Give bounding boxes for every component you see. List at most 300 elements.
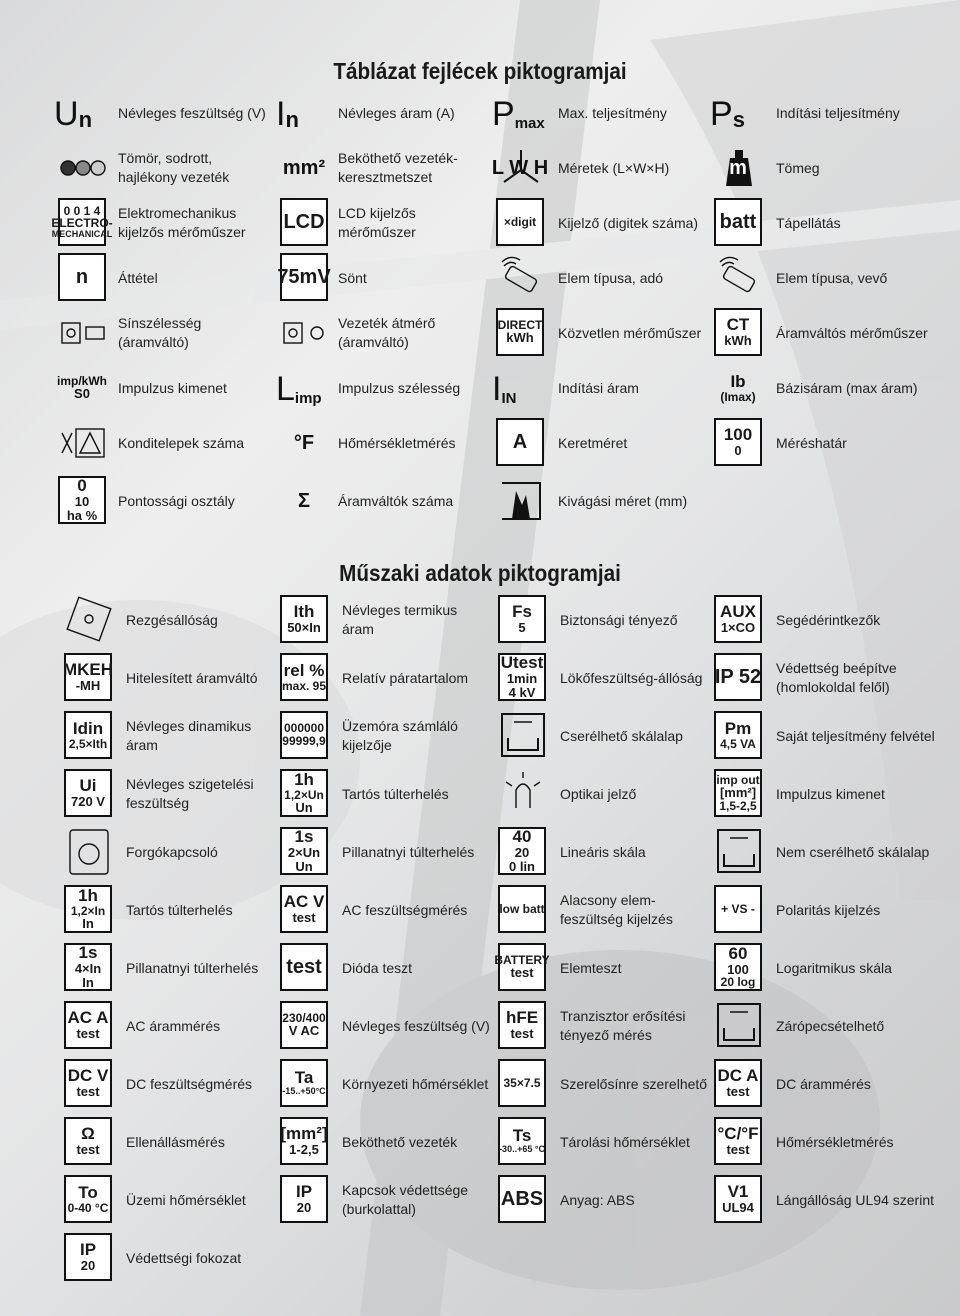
shunt-pictogram	[277, 252, 490, 304]
ac-current-test-pictogram	[64, 1000, 274, 1052]
pictogram-label: Sönt	[338, 269, 367, 286]
diode-test-icon	[280, 942, 336, 994]
icon-frame	[64, 943, 112, 991]
cutout-size-icon	[496, 475, 552, 527]
icon-frame	[58, 370, 106, 406]
optical-indicator-pictogram	[498, 768, 708, 820]
temperature-measure-icon	[280, 417, 336, 469]
instant-overload-current-pictogram	[64, 942, 274, 994]
pictogram-label: Bázisáram (max áram)	[776, 379, 918, 396]
icon-frame	[280, 198, 328, 246]
battery-supply-icon	[714, 197, 770, 249]
icon-text-line: 0-40 °C	[67, 1200, 109, 1215]
continuous-overload-current-pictogram	[64, 884, 274, 936]
icon-frame	[498, 653, 546, 701]
pictogram-label: Névleges áram (A)	[338, 104, 455, 121]
icon-text-line: test	[510, 965, 534, 981]
icon-frame	[714, 1059, 762, 1107]
pictogram-label: Környezeti hőmérséklet	[342, 1075, 489, 1092]
icon-frame	[714, 885, 762, 933]
icon-text-line: V AC	[288, 1023, 320, 1039]
icon-text-line: 2,5×Ith	[68, 736, 108, 751]
icon-frame	[64, 769, 112, 817]
icon-text-line: Ui	[79, 776, 97, 796]
technical-pictograms-title: Műszaki adatok piktogramjai	[339, 560, 621, 586]
pictogram-label: Beköthető vezeték-keresztmetszet	[338, 150, 458, 185]
hour-counter-pictogram	[280, 710, 492, 762]
pictogram-label: Tartós túlterhelés	[126, 901, 233, 918]
pictogram-label: Vezeték átmérő (áramváltó)	[338, 315, 436, 350]
pictogram-label: Forgókapcsoló	[126, 843, 218, 860]
diode-test-pictogram	[280, 942, 492, 994]
ct-count-icon	[280, 475, 336, 527]
direct-meter-icon	[496, 307, 552, 359]
pictogram-label: Logaritmikus skála	[776, 959, 892, 976]
icon-text-line: test	[76, 1026, 100, 1042]
icon-text-line: Ts	[512, 1126, 532, 1146]
low-battery-pictogram	[498, 884, 708, 936]
icon-text-line: 100	[727, 961, 749, 977]
icon-text-line: MKEH	[62, 660, 114, 680]
ip20-icon	[64, 1232, 120, 1284]
pictogram-label: Impulzus szélesség	[338, 379, 461, 396]
pictogram-label: Névleges dinamikus áram	[126, 718, 252, 753]
icon-text-line: S0	[74, 386, 90, 402]
auxiliary-contacts-pictogram	[714, 594, 940, 646]
icon-text-line: kWh	[724, 333, 752, 349]
pictogram-label: Áramváltók száma	[338, 492, 454, 509]
icon-text-line: V1	[727, 1182, 749, 1202]
icon-text-line: 1s	[294, 827, 314, 847]
accuracy-class-icon	[58, 475, 114, 527]
icon-text-line: 1h	[78, 885, 98, 905]
icon-frame	[714, 308, 762, 356]
icon-frame	[277, 253, 331, 301]
digit-display-pictogram	[496, 197, 708, 249]
self-consumption-pictogram	[714, 710, 940, 762]
relative-humidity-icon	[280, 652, 336, 704]
icon-text-line: 20	[80, 1258, 96, 1274]
icon-frame	[280, 150, 328, 186]
connectable-wire-icon	[280, 1116, 336, 1168]
resistance-test-pictogram	[64, 1116, 274, 1168]
pictogram-label: Közvetlen mérőműszer	[558, 324, 702, 341]
operating-temperature-pictogram	[64, 1174, 274, 1226]
transformer-ratio-icon	[58, 252, 114, 304]
ct-count-pictogram	[280, 475, 490, 527]
icon-text-line: low batt	[499, 901, 545, 916]
impulse-voltage-icon	[498, 652, 554, 704]
frame-size-pictogram	[496, 417, 708, 469]
pictogram-label: Indítási áram	[558, 379, 639, 396]
wire-types-icon-graphic	[58, 142, 108, 194]
symbol-main: L	[276, 370, 295, 408]
symbol-main: U	[54, 95, 79, 133]
icon-text-line: DC A	[717, 1066, 759, 1086]
icon-text-line: Ib	[730, 371, 746, 391]
icon-text-line: LCD	[283, 210, 325, 233]
icon-text-line: 1min	[506, 671, 538, 687]
operating-temperature-icon	[64, 1174, 120, 1226]
thermal-current-pictogram	[280, 594, 492, 646]
dc-voltage-test-pictogram	[64, 1058, 274, 1110]
icon-frame	[496, 418, 544, 466]
icon-text-line: 230/400	[282, 1010, 326, 1025]
icon-text-line: 35×7.5	[503, 1075, 541, 1090]
icon-frame	[64, 885, 112, 933]
icon-text-line: Un	[295, 858, 313, 874]
pictogram-label: Tömör, sodrott, hajlékony vezeték	[118, 150, 230, 185]
icon-frame	[714, 150, 762, 186]
icon-frame	[498, 595, 546, 643]
battery-receiver-pictogram	[714, 252, 940, 304]
pictogram-label: Indítási teljesítmény	[776, 104, 900, 121]
icon-text-line: test	[76, 1084, 100, 1100]
replaceable-scale-icon	[498, 710, 554, 762]
icon-text-line: 20	[296, 1200, 312, 1216]
icon-text-line: kWh	[506, 330, 534, 346]
thermal-current-icon	[280, 594, 336, 646]
icon-frame	[64, 1175, 112, 1223]
busbar-width-icon	[58, 307, 114, 359]
impulse-voltage-pictogram	[498, 652, 708, 704]
terminal-protection-pictogram	[280, 1174, 492, 1226]
wire-diameter-pictogram	[280, 307, 490, 359]
pictogram-label: Névleges feszültség (V)	[342, 1017, 490, 1034]
icon-text-line: 1,2×Un	[284, 787, 324, 802]
lcd-display-pictogram	[280, 197, 490, 249]
polarity-icon	[714, 884, 770, 936]
icon-text-line: ×digit	[503, 214, 537, 229]
un-pictogram	[54, 87, 274, 139]
dimensions-pictogram	[491, 142, 708, 194]
wire-cross-section-pictogram	[280, 142, 490, 194]
icon-frame	[280, 1059, 328, 1107]
icon-text-line: 720 V	[71, 794, 105, 810]
icon-frame	[64, 1117, 112, 1165]
icon-text-line: IP	[79, 1240, 97, 1260]
auxiliary-contacts-icon	[714, 594, 770, 646]
icon-frame	[64, 653, 112, 701]
measuring-range-icon	[714, 417, 770, 469]
frame-size-icon	[496, 417, 552, 469]
icon-text-line: 0 lin	[508, 858, 535, 874]
symbol-text	[54, 95, 110, 131]
condenser-count-icon-graphic	[58, 417, 108, 469]
icon-text-line: -MH	[75, 678, 101, 694]
continuous-overload-current-icon	[64, 884, 120, 936]
symbol-subscript: n	[285, 107, 299, 132]
icon-text-line: 1×CO	[720, 620, 756, 636]
icon-text-line: 1-2,5	[289, 1142, 319, 1158]
icon-text-line: UL94	[722, 1200, 754, 1216]
battery-transmitter-icon	[496, 252, 552, 304]
icon-frame	[494, 943, 550, 991]
icon-text-line: CT	[726, 315, 750, 335]
icon-text-line: Idin	[72, 718, 104, 738]
pictogram-label: AC feszültségmérés	[342, 901, 468, 918]
pictogram-label: Ellenállásmérés	[126, 1133, 225, 1150]
icon-frame	[714, 1117, 762, 1165]
icon-frame	[714, 1175, 762, 1223]
icon-text-line: 1,5-2,5	[719, 798, 757, 813]
symbol-subscript: imp	[294, 390, 322, 407]
icon-frame	[498, 1001, 546, 1049]
base-current-icon	[714, 362, 770, 414]
din-rail-icon	[498, 1058, 554, 1110]
wire-diameter-icon	[280, 307, 336, 359]
hour-counter-icon	[280, 710, 336, 762]
icon-frame	[496, 198, 544, 246]
condenser-count-pictogram	[58, 417, 274, 469]
pictogram-label: Polaritás kijelzés	[776, 901, 881, 918]
dimensions-icon	[491, 142, 552, 194]
icon-text-line: DIRECT	[497, 317, 543, 332]
fixed-scale-icon-graphic	[714, 826, 764, 878]
pictogram-label: DC feszültségmérés	[126, 1075, 253, 1092]
icon-text-line: Ta	[294, 1068, 314, 1088]
optical-indicator-icon-graphic	[498, 768, 548, 820]
un-icon	[54, 87, 114, 139]
vibration-resistance-icon	[64, 594, 120, 646]
icon-text-line: mm²	[282, 156, 326, 179]
pictogram-label: Szerelősínre szerelhető	[560, 1075, 708, 1092]
pictogram-label: Rezgésállóság	[126, 611, 218, 628]
symbol-subscript: n	[78, 107, 93, 132]
icon-text-line: 0	[734, 443, 742, 459]
icon-text-line: In	[82, 974, 94, 990]
icon-frame	[280, 827, 328, 875]
icon-text-line: 1s	[78, 943, 98, 963]
vibration-resistance-pictogram	[64, 594, 274, 646]
instant-overload-voltage-pictogram	[280, 826, 492, 878]
din-rail-pictogram	[498, 1058, 708, 1110]
temp-test-icon	[714, 1116, 770, 1168]
symbol-main: I	[492, 370, 502, 408]
flammability-pictogram	[714, 1174, 940, 1226]
icon-text-line: ABS	[500, 1187, 544, 1210]
pmax-icon	[492, 87, 552, 139]
dc-current-test-icon	[714, 1058, 770, 1110]
pictogram-label: Tárolási hőmérséklet	[560, 1133, 690, 1150]
battery-test-icon	[494, 942, 554, 994]
icon-text-line: 99999,9	[282, 734, 326, 748]
icon-frame	[280, 943, 328, 991]
icon-frame	[58, 253, 106, 301]
transistor-test-icon	[498, 1000, 554, 1052]
vibration-resistance-icon-graphic	[64, 594, 114, 646]
symbol-main: P	[710, 95, 733, 133]
instant-overload-current-icon	[64, 942, 120, 994]
pictogram-label: Biztonsági tényező	[560, 611, 678, 628]
pictogram-label: Méréshatár	[776, 434, 847, 451]
icon-text-line: AC A	[67, 1008, 109, 1028]
direct-meter-pictogram	[496, 307, 708, 359]
battery-transmitter-pictogram	[496, 252, 708, 304]
pictogram-label: Tartós túlterhelés	[342, 785, 449, 802]
storage-temperature-pictogram	[498, 1116, 708, 1168]
accuracy-class-pictogram	[58, 475, 274, 527]
relative-humidity-pictogram	[280, 652, 492, 704]
ps-pictogram	[710, 87, 940, 139]
icon-frame	[280, 425, 328, 461]
insulation-voltage-pictogram	[64, 768, 274, 820]
measuring-range-pictogram	[714, 417, 940, 469]
icon-text-line: Pm	[724, 718, 752, 738]
battery-transmitter-icon-graphic	[496, 252, 546, 304]
icon-text-line: 40	[512, 827, 532, 847]
pictogram-label: Elektromechanikus kijelzős mérőműszer	[118, 205, 246, 240]
wire-cross-section-icon	[280, 142, 336, 194]
ac-voltage-test-pictogram	[280, 884, 492, 936]
pictogram-label: Pontossági osztály	[118, 492, 235, 509]
battery-receiver-icon-graphic	[714, 252, 764, 304]
dc-voltage-test-icon	[64, 1058, 120, 1110]
icon-text-line: + VS -	[721, 901, 755, 916]
icon-text-line: test	[510, 1026, 534, 1042]
icon-text-line: In	[82, 916, 94, 932]
icon-text-line: AUX	[720, 602, 756, 622]
symbol-subscript: max	[514, 115, 545, 132]
icon-frame	[714, 943, 762, 991]
wire-types-pictogram	[58, 142, 274, 194]
lcd-display-icon	[280, 197, 336, 249]
icon-frame	[280, 885, 328, 933]
icon-frame	[64, 711, 112, 759]
pictogram-label: Lineáris skála	[560, 843, 646, 860]
pictogram-label: Méretek (L×W×H)	[558, 159, 670, 176]
icon-text-line: DC V	[67, 1066, 109, 1086]
pictogram-label: Max. teljesítmény	[558, 104, 667, 121]
in-icon	[276, 87, 336, 139]
icon-text-line: test	[726, 1142, 750, 1158]
pictogram-label: Névleges szigetelési feszültség	[126, 776, 254, 811]
symbol-text	[492, 95, 548, 131]
rotary-switch-icon-graphic	[64, 826, 114, 878]
impulse-out-pictogram	[714, 768, 940, 820]
icon-text-line: 1,2×In	[70, 903, 106, 918]
icon-text-line: 5	[518, 620, 526, 636]
pictogram-label: Segédérintkezők	[776, 611, 881, 628]
pictogram-label: Lökőfeszültség-állóság	[560, 669, 703, 686]
pictogram-label: Kivágási méret (mm)	[558, 492, 688, 509]
symbol-text	[276, 95, 332, 131]
pictogram-label: Pillanatnyi túlterhelés	[126, 959, 259, 976]
digit-display-icon	[496, 197, 552, 249]
icon-text-line: -15..+50°C	[282, 1086, 326, 1097]
icon-text-line: BATTERY	[494, 952, 550, 967]
mkeh-certified-pictogram	[64, 652, 274, 704]
icon-text-line: test	[76, 1142, 100, 1158]
icon-text-line: Ith	[293, 602, 315, 622]
pictogram-label: Relatív páratartalom	[342, 669, 469, 686]
icon-text-line: 100	[723, 425, 753, 445]
icon-frame	[280, 595, 328, 643]
cutout-size-pictogram	[496, 475, 708, 527]
pictogram-label: Lángállóság UL94 szerint	[776, 1191, 934, 1208]
pictogram-label: Alacsony elem-feszültség kijelzés	[560, 892, 673, 927]
replaceable-scale-icon-graphic	[498, 710, 548, 762]
safety-factor-icon	[498, 594, 554, 646]
pmax-pictogram	[492, 87, 708, 139]
symbol-main: P	[492, 95, 515, 133]
icon-text-line: °F	[293, 431, 315, 454]
cutout-size-icon-graphic	[496, 475, 546, 527]
icon-text-line: IP 52	[714, 665, 762, 688]
pictogram-label: Optikai jelző	[560, 785, 637, 802]
connectable-wire-pictogram	[280, 1116, 492, 1168]
condenser-count-icon	[58, 417, 114, 469]
rotary-switch-icon	[64, 826, 120, 878]
icon-text-line: test	[286, 955, 322, 978]
icon-text-line: °C/°F	[717, 1124, 759, 1144]
icon-frame	[714, 370, 762, 406]
icon-frame	[58, 476, 106, 524]
ip52-icon	[714, 652, 770, 704]
icon-frame	[714, 418, 762, 466]
pictogram-label: Üzemóra számláló kijelzője	[342, 718, 458, 753]
impulse-output-icon	[58, 362, 114, 414]
icon-text-line: [mm²]	[719, 785, 757, 801]
replaceable-scale-pictogram	[498, 710, 708, 762]
flammability-icon	[714, 1174, 770, 1226]
pictogram-label: Elemteszt	[560, 959, 622, 976]
instant-overload-voltage-icon	[280, 826, 336, 878]
icon-frame	[280, 483, 328, 519]
low-battery-icon	[498, 884, 554, 936]
rotary-switch-pictogram	[64, 826, 274, 878]
rated-voltage-icon	[280, 1000, 336, 1052]
icon-text-line: 4,5 VA	[720, 736, 756, 751]
pictogram-label: Nem cserélhető skálalap	[776, 843, 930, 860]
header-pictograms-title: Táblázat fejlécek piktogramjai	[333, 58, 627, 84]
icon-text-line: 4 kV	[508, 684, 536, 700]
icon-frame	[714, 198, 762, 246]
icon-text-line: m	[729, 156, 747, 179]
weight-pictogram	[714, 142, 940, 194]
ip20-pictogram	[64, 1232, 274, 1284]
icon-text-line: 0	[77, 476, 87, 496]
ps-icon	[710, 87, 770, 139]
ct-meter-icon	[714, 307, 770, 359]
icon-frame	[491, 150, 549, 186]
pictogram-label: Konditelepek száma	[118, 434, 245, 451]
icon-text-line: Utest	[500, 653, 544, 673]
icon-frame	[714, 711, 762, 759]
icon-text-line: rel %	[283, 660, 325, 680]
polarity-pictogram	[714, 884, 940, 936]
pictogram-label: LCD kijelzős mérőműszer	[338, 205, 416, 240]
icon-frame	[280, 711, 328, 759]
icon-text-line: max. 95	[281, 678, 327, 693]
icon-frame	[714, 769, 762, 817]
wire-diameter-icon-graphic	[280, 307, 330, 359]
icon-text-line: 2×Un	[287, 845, 321, 861]
impulse-width-icon	[276, 362, 336, 414]
symbol-text	[492, 370, 548, 406]
pictogram-label: Keretméret	[558, 434, 628, 451]
dc-current-test-pictogram	[714, 1058, 940, 1110]
icon-frame	[280, 769, 328, 817]
pictogram-label: Impulzus kimenet	[776, 785, 885, 802]
pictogram-label: Cserélhető skálalap	[560, 727, 683, 744]
icon-frame	[64, 1059, 112, 1107]
icon-text-line: batt	[719, 210, 757, 233]
icon-text-line: 1h	[294, 769, 314, 789]
dynamic-current-icon	[64, 710, 120, 762]
icon-text-line: MECHANICAL	[51, 228, 113, 239]
symbol-subscript: s	[732, 107, 745, 132]
